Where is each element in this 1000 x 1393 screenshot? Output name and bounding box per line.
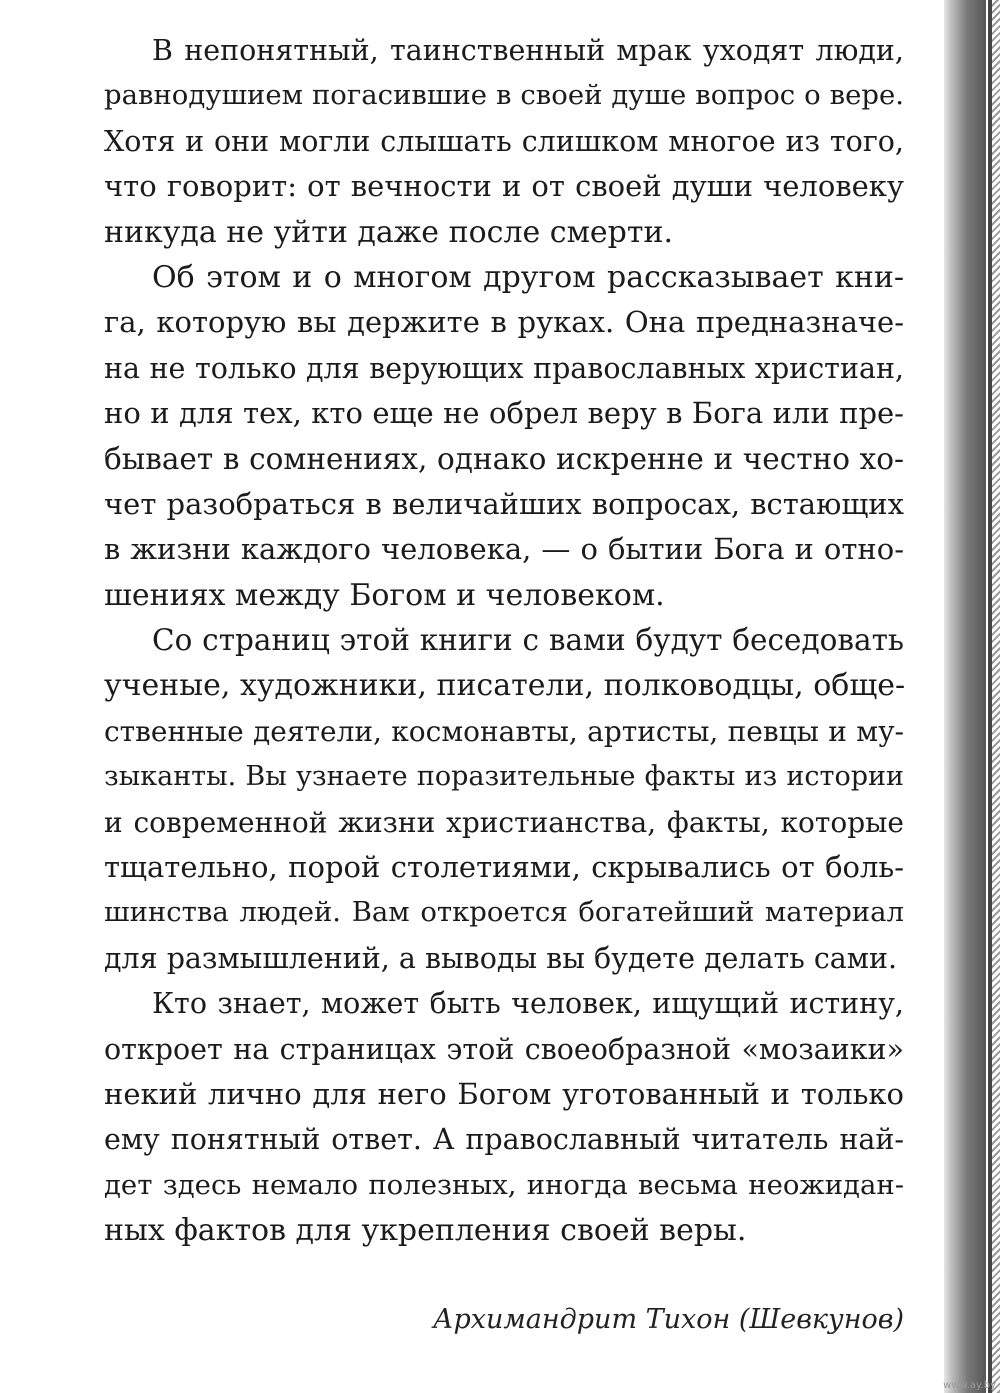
text-line: в жизни каждого человека, — о бытии Бога и отно- (104, 532, 904, 567)
border-hatch-pattern (992, 0, 1000, 1393)
text-line: ных фактов для укрепления своей веры. (104, 1213, 747, 1249)
text-line: га, которую вы держите в руках. Она предназначе- (104, 305, 904, 340)
border-gradient-band (944, 0, 986, 1393)
text-line: на не только для верующих православных христиан, (104, 351, 904, 385)
watermark: www.ay.by (943, 1380, 996, 1391)
text-line: и современной жизни христианства, факты, которые (104, 805, 904, 839)
text-line: некий лично для него Богом уготованный и только (104, 1076, 904, 1111)
text-line: дет здесь немало полезных, иногда весьма неожидан- (104, 1168, 904, 1201)
text-line: ему понятный ответ. А православный читатель най- (104, 1123, 904, 1157)
annotation-text (104, 28, 904, 1254)
author-signature: Архимандрит Тихон (Шевкунов) (433, 1304, 904, 1335)
text-line: ученые, художники, писатели, полководцы, обще- (104, 668, 906, 704)
text-line: зыканты. Вы узнаете поразительные факты из истории (104, 761, 904, 793)
text-line: В непонятный, таинственный мрак уходят люди, (152, 34, 904, 67)
text-line: шинства людей. Вам откроется богатейший материал (104, 896, 904, 929)
text-line: шениях между Богом и человеком. (104, 577, 665, 613)
text-line: чет разобраться в величайших вопросах, встающих (104, 486, 904, 521)
text-line: Со страниц этой книги с вами будут беседовать (152, 623, 904, 658)
text-line: ственные деятели, космонавты, артисты, певцы и му- (104, 714, 904, 748)
text-line: Об этом и о многом другом рассказывает кни- (152, 259, 904, 295)
text-line: тщательно, порой столетиями, скрывались от боль- (104, 850, 904, 885)
decorative-side-border (938, 0, 1000, 1393)
text-line: равнодушием погасившие в своей душе вопрос о вере. (104, 79, 904, 112)
text-line: откроет на страницах этой своеобразной «мозаики» (104, 1032, 904, 1066)
text-line: для размышлений, а выводы вы будете делать сами. (104, 941, 898, 975)
text-line: бывает в сомнениях, однако искренне и честно хо- (104, 441, 904, 476)
text-line: что говорит: от вечности и от своей души человеку (104, 169, 904, 204)
text-line: Кто знает, может быть человек, ищущий истину, (152, 987, 904, 1021)
text-line: но и для тех, кто еще не обрел веру в Бога или пре- (104, 396, 904, 431)
text-line: Хотя и они могли слышать слишком многое из того, (104, 124, 904, 158)
text-line: никуда не уйти даже после смерти. (104, 214, 674, 250)
